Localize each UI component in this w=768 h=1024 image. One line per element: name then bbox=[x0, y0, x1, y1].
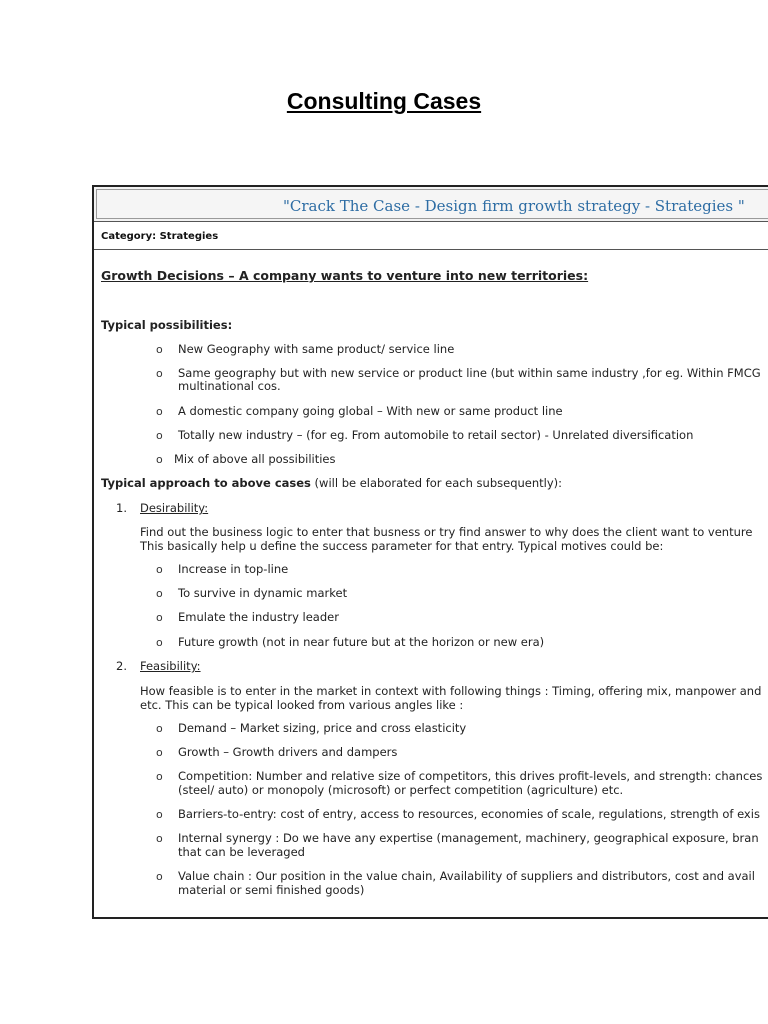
bullet-glyph: o bbox=[156, 611, 163, 624]
bullet-glyph: o bbox=[156, 587, 163, 600]
approach-heading-rest: (will be elaborated for each subsequently): bbox=[310, 476, 563, 490]
feasibility-para: etc. This can be typical looked from various angles like : bbox=[140, 698, 464, 712]
document-content bbox=[94, 251, 768, 917]
feasibility-item: Growth – Growth drivers and dampers bbox=[178, 745, 398, 759]
category-row bbox=[94, 223, 768, 250]
bullet-glyph: o bbox=[156, 746, 163, 759]
bullet-glyph: o bbox=[156, 343, 163, 356]
possibility-item: A domestic company going global – With new or same product line bbox=[178, 404, 563, 418]
feasibility-item: Barriers-to-entry: cost of entry, access to resources, economies of scale, regulations, strength of exis bbox=[178, 807, 760, 821]
feasibility-item-continuation: that can be leveraged bbox=[178, 845, 305, 859]
feasibility-item-continuation: (steel/ auto) or monopoly (microsoft) or perfect competition (agriculture) etc. bbox=[178, 783, 624, 797]
possibility-item: New Geography with same product/ service line bbox=[178, 342, 455, 356]
bullet-glyph: o bbox=[156, 722, 163, 735]
bullet-glyph: o bbox=[156, 367, 163, 380]
desirability-para: This basically help u define the success parameter for that entry. Typical motives could be: bbox=[140, 539, 664, 553]
bullet-glyph: o bbox=[156, 832, 163, 845]
bullet-glyph: o bbox=[156, 636, 163, 649]
feasibility-item: Value chain : Our position in the value chain, Availability of suppliers and distributors, cost and avail bbox=[178, 869, 755, 883]
approach-heading-bold: Typical approach to above cases bbox=[101, 476, 311, 490]
bullet-glyph: o bbox=[156, 405, 163, 418]
bullet-glyph: o bbox=[156, 808, 163, 821]
document-box bbox=[92, 185, 768, 919]
page-title: Consulting Cases bbox=[286, 88, 482, 114]
feasibility-item: Demand – Market sizing, price and cross elasticity bbox=[178, 721, 467, 735]
bullet-glyph: o bbox=[156, 770, 163, 783]
bullet-glyph: o bbox=[156, 563, 163, 576]
desirability-para: Find out the business logic to enter that busness or try find answer to why does the client want to venture bbox=[140, 525, 753, 539]
desirability-item: To survive in dynamic market bbox=[178, 586, 348, 600]
feasibility-label: Feasibility: bbox=[140, 659, 201, 673]
desirability-number: 1. bbox=[116, 501, 127, 515]
possibility-item: Mix of above all possibilities bbox=[174, 452, 336, 466]
bullet-glyph: o bbox=[156, 429, 163, 442]
banner bbox=[94, 187, 768, 222]
typical-possibilities-heading: Typical possibilities: bbox=[101, 318, 233, 332]
feasibility-item: Competition: Number and relative size of competitors, this drives profit-levels, and strength: chances bbox=[178, 769, 763, 783]
desirability-item: Emulate the industry leader bbox=[178, 610, 339, 624]
growth-heading: Growth Decisions – A company wants to venture into new territories: bbox=[101, 268, 589, 283]
desirability-label: Desirability: bbox=[140, 501, 209, 515]
feasibility-item: Internal synergy : Do we have any expertise (management, machinery, geographical exposure, bran bbox=[178, 831, 759, 845]
banner-frame bbox=[96, 189, 768, 219]
possibility-item: Totally new industry – (for eg. From automobile to retail sector) - Unrelated diversification bbox=[178, 428, 694, 442]
approach-heading bbox=[101, 476, 562, 490]
feasibility-item-continuation: material or semi finished goods) bbox=[178, 883, 365, 897]
desirability-item: Increase in top-line bbox=[178, 562, 289, 576]
feasibility-number: 2. bbox=[116, 659, 127, 673]
desirability-item: Future growth (not in near future but at the horizon or new era) bbox=[178, 635, 545, 649]
bullet-glyph: o bbox=[156, 453, 163, 466]
bullet-glyph: o bbox=[156, 870, 163, 883]
banner-title: "Crack The Case - Design firm growth strategy - Strategies " bbox=[283, 197, 745, 215]
category-label: Category: Strategies bbox=[101, 231, 219, 242]
feasibility-para: How feasible is to enter in the market in context with following things : Timing, offering mix, manpower and bbox=[140, 684, 762, 698]
possibility-item-continuation: multinational cos. bbox=[178, 379, 281, 393]
possibility-item: Same geography but with new service or product line (but within same industry ,for eg. Within FMCG bbox=[178, 366, 761, 380]
